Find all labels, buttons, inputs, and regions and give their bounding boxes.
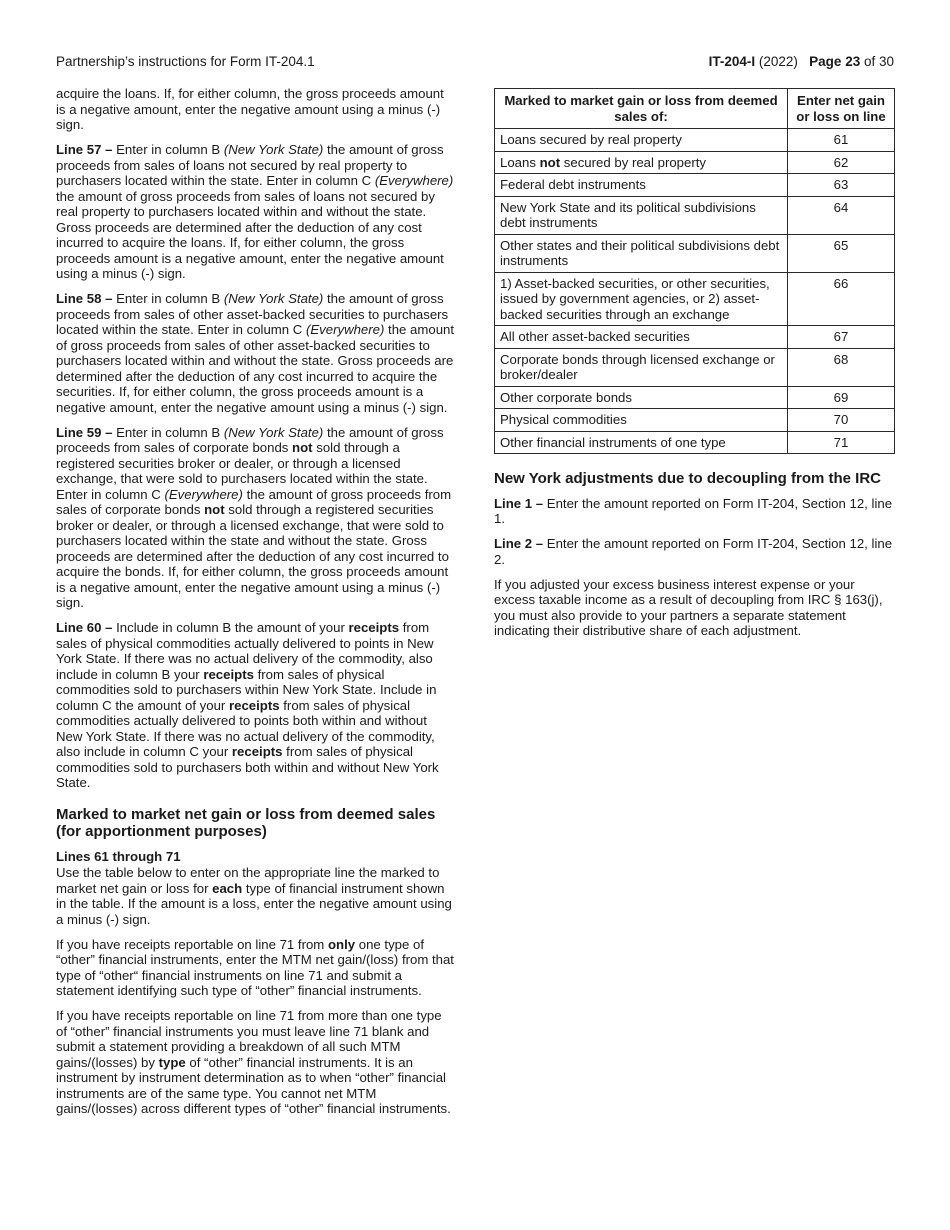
table-cell-line: 71	[788, 431, 895, 454]
bold-text: receipts	[203, 666, 254, 682]
text: Enter in column B	[112, 424, 224, 440]
table-row	[495, 196, 895, 234]
text: Enter in column B	[112, 291, 224, 306]
text: If you have receipts reportable on line 71 from	[56, 936, 328, 952]
bold-text: type	[158, 1054, 186, 1070]
table-row	[495, 348, 895, 386]
text: one type of “other” financial instruments, enter the MTM net gain/(loss) from that type of “other“ financial instruments on line 71 and submit a statement identifying such type of “other” financial instruments.	[56, 936, 454, 998]
table-cell-instrument: Other corporate bonds	[495, 386, 788, 409]
line-59-lead: Line 59 –	[56, 424, 113, 440]
text: Use the table below to enter on the appropriate line the marked to market net gain or loss for	[56, 865, 440, 896]
decoupling-paragraph: If you adjusted your excess business interest expense or your excess taxable income as a result of decoupling from IRC § 163(j), you must also provide to your partners a separate statement indicating their distributive share of each adjustment.	[494, 576, 883, 638]
page-number: Page 23	[809, 54, 861, 69]
table-cell-instrument: New York State and its political subdivisions debt instruments	[495, 196, 788, 234]
text: from sales of physical commodities sold to purchasers both within and without New York State.	[56, 744, 439, 790]
table-header-row	[495, 89, 895, 129]
italic-text: (New York State)	[223, 424, 324, 440]
italic-text: (Everywhere)	[305, 322, 385, 337]
table-cell-instrument: Loans secured by real property	[495, 129, 788, 152]
running-header-page	[709, 54, 894, 69]
table-cell-line: 70	[788, 409, 895, 432]
line-2-lead: Line 2 –	[494, 536, 544, 551]
form-year: (2022)	[755, 54, 798, 69]
table-cell-line: 62	[788, 151, 895, 174]
italic-text: (Everywhere)	[164, 486, 243, 502]
line-60-lead: Line 60 –	[56, 620, 113, 635]
left-column	[56, 86, 456, 1126]
table-cell-line: 68	[788, 348, 895, 386]
text: the amount of gross proceeds from sales of loans not secured by real property to purchasers located within the state. Enter in column C	[56, 142, 444, 188]
table-header-instrument: Marked to market gain or loss from deemed sales of:	[495, 89, 788, 129]
text: Enter the amount reported on Form IT-204, Section 12, line 2.	[494, 536, 893, 567]
text: sold through a registered securities broker or dealer, or through a licensed exchange, that were sold to purchasers located within the state. Enter in column C	[56, 440, 428, 502]
lines-61-71-heading: Lines 61 through 71	[56, 848, 181, 864]
table-row	[495, 386, 895, 409]
bold-text: not	[204, 502, 225, 517]
text: the amount of gross proceeds from sales of other asset-backed securities to purchasers located within the state. Enter in column C	[56, 291, 449, 337]
running-header-title: Partnership’s instructions for Form IT-204.1	[56, 54, 315, 69]
line-2-instructions	[494, 536, 896, 567]
table-cell-instrument: Other states and their political subdivisions debt instruments	[495, 234, 788, 272]
table-cell-line: 65	[788, 234, 895, 272]
text: sold through a registered securities broker or dealer, or through a licensed exchange, that were sold to purchasers located within the state and without the state. Gross proceeds are determined after the deduction of any cost incurred to acquire the bonds. If, for either column, the gross proceeds amount is a negative amount, enter the negative amount using a minus (-) sign.	[56, 502, 449, 610]
text: the amount of gross proceeds from sales of other asset-backed securities to purchasers located within and without the state. Gross proceeds are determined after the deduction of any cost incurred to acquire the securities. If, for either column, the gross proceeds amount is a negative amount, enter the negative amount using a minus (-) sign.	[56, 322, 455, 415]
mtm-paragraph-3	[56, 1008, 456, 1117]
text: the amount of gross proceeds from sales of loans not secured by real property to purchasers located within and without the state. Gross proceeds are determined after the deduction of any cost incurred to acquire the loans. If, for either column, the gross proceeds amount is a negative amount, enter the negative amount using a minus (-) sign.	[56, 188, 444, 281]
mtm-paragraph-2	[56, 937, 456, 999]
table-cell-instrument: Other financial instruments of one type	[495, 431, 788, 454]
table-cell-instrument: Physical commodities	[495, 409, 788, 432]
text: from sales of physical commodities sold to purchasers within New York State. Include in column C the amount of your	[56, 666, 437, 713]
form-number: IT-204-I	[708, 54, 756, 69]
italic-text: (New York State)	[223, 142, 324, 157]
table-cell-line: 61	[788, 129, 895, 152]
table-cell-instrument: Federal debt instruments	[495, 174, 788, 197]
mtm-section-heading: Marked to market net gain or loss from deemed sales (for apportionment purposes)	[56, 805, 436, 840]
table-row	[495, 326, 895, 349]
table-row	[495, 431, 895, 454]
text: If you have receipts reportable on line 71 from more than one type of “other” financial instruments you must leave line 71 blank and submit a statement providing a breakdown of all such MTM gains/(losses) by	[56, 1008, 442, 1070]
bold-text: receipts	[229, 697, 280, 713]
line-58-instructions	[56, 291, 456, 415]
text: Loans	[500, 154, 540, 170]
table-cell-line: 63	[788, 174, 895, 197]
table-row	[495, 129, 895, 152]
table-row	[495, 409, 895, 432]
mtm-paragraph-1	[56, 865, 456, 927]
text: Enter in column B	[112, 142, 224, 157]
table-cell-instrument	[495, 151, 788, 174]
line-57-instructions	[56, 142, 456, 282]
text: of “other” financial instruments. It is an instrument by instrument determination as to when “other” financial instruments are of the same type. You cannot net MTM gains/(losses) across different types of “other” financial instruments.	[56, 1054, 451, 1116]
text: secured by real property	[560, 154, 706, 170]
line-59-instructions	[56, 425, 456, 611]
line-57-lead: Line 57 –	[56, 142, 113, 157]
table-row	[495, 272, 895, 326]
text: from sales of physical commodities actually delivered to points both within and without New York State. If there was no actual delivery of the commodity, also include in column C your	[56, 697, 435, 759]
text: type of financial instrument shown in the table. If the amount is a loss, enter the negative amount using a minus (-) sign.	[56, 880, 452, 927]
table-cell-instrument: Corporate bonds through licensed exchange or broker/dealer	[495, 348, 788, 386]
table-cell-line: 67	[788, 326, 895, 349]
bold-text: not	[539, 154, 561, 170]
table-row	[495, 174, 895, 197]
page-total: of 30	[860, 54, 894, 69]
text: the amount of gross proceeds from sales of corporate bonds	[56, 486, 452, 517]
table-row	[495, 151, 895, 174]
table-cell-line: 64	[788, 196, 895, 234]
table-row	[495, 234, 895, 272]
text: the amount of gross proceeds from sales of corporate bonds	[56, 424, 444, 455]
bold-text: not	[292, 440, 313, 455]
table-cell-line: 66	[788, 272, 895, 326]
paragraph-continued: acquire the loans. If, for either column, the gross proceeds amount is a negative amount, enter the negative amount using a minus (-) sign.	[56, 86, 444, 132]
line-58-lead: Line 58 –	[56, 291, 113, 306]
italic-text: (New York State)	[223, 291, 324, 306]
text: Enter the amount reported on Form IT-204, Section 12, line 1.	[494, 495, 893, 526]
bold-text: receipts	[231, 744, 283, 759]
bold-text: receipts	[348, 620, 400, 635]
line-1-lead: Line 1 –	[494, 495, 544, 511]
table-cell-instrument: All other asset-backed securities	[495, 326, 788, 349]
line-60-instructions	[56, 620, 456, 791]
mtm-line-table	[494, 88, 895, 454]
text: from sales of physical commodities actually delivered to points in New York State. If there was no actual delivery of the commodity, also include in column B your	[56, 620, 434, 682]
bold-text: only	[327, 936, 356, 952]
table-cell-instrument: 1) Asset-backed securities, or other securities, issued by government agencies, or 2) asset-backed securities through an exchange	[495, 272, 788, 326]
bold-text: each	[212, 880, 243, 896]
right-column	[494, 86, 896, 648]
italic-text: (Everywhere)	[374, 173, 454, 188]
table-cell-line: 69	[788, 386, 895, 409]
text: Include in column B the amount of your	[112, 620, 349, 635]
line-1-instructions	[494, 496, 896, 527]
table-header-line: Enter net gain or loss on line	[788, 89, 895, 129]
decoupling-section-heading: New York adjustments due to decoupling from the IRC	[494, 470, 881, 487]
